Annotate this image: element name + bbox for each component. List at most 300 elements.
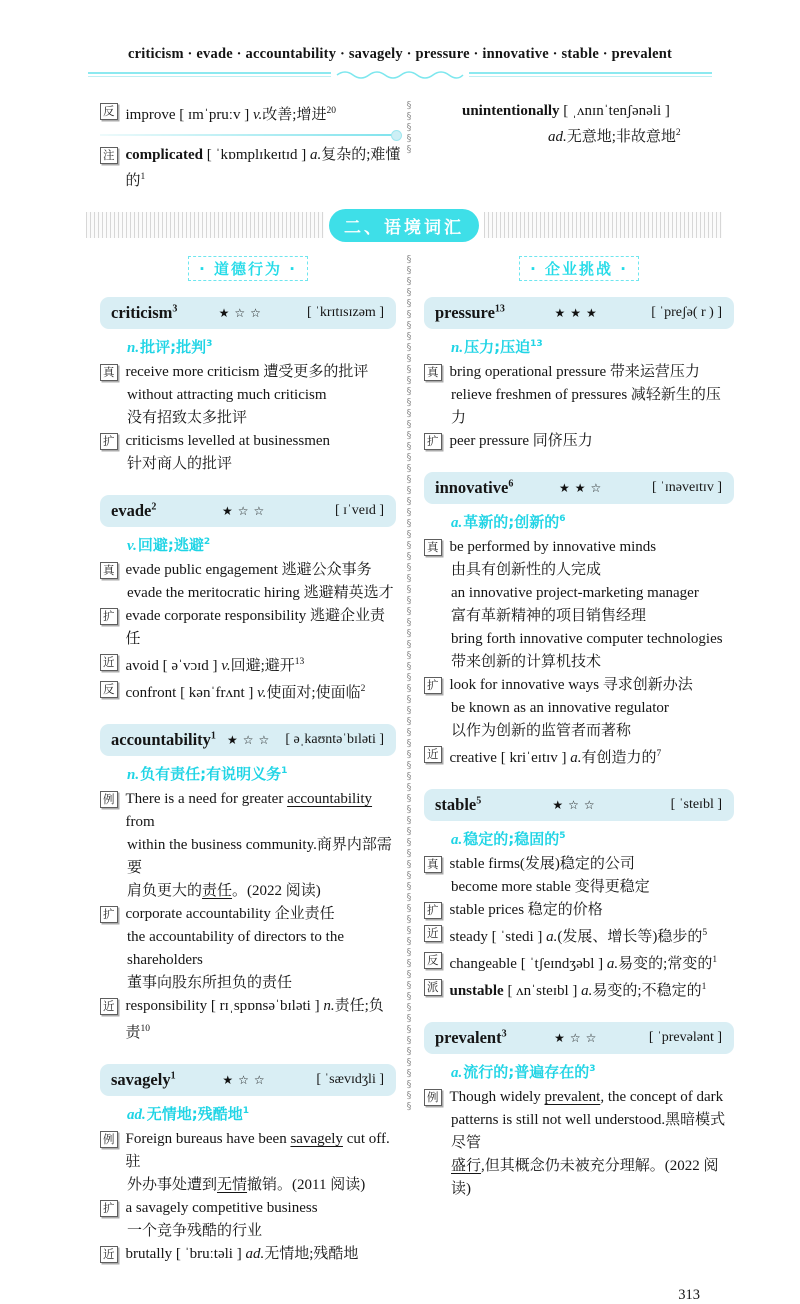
- definition-text: 负有责任;有说明义务: [140, 765, 282, 783]
- text-segment: 有创造力的: [581, 750, 657, 766]
- headword-text: innovative: [435, 478, 509, 497]
- divider-squiggle-glyph: §: [406, 496, 412, 507]
- divider-squiggle-glyph: §: [406, 914, 412, 925]
- divider-squiggle-glyph: §: [406, 859, 412, 870]
- phonetic: [ ˈsævɪdʒli ]: [316, 1072, 384, 1087]
- definition-text: 革新的;创新的: [463, 513, 560, 531]
- line-text: [450, 743, 735, 770]
- definition-text: 流行的;普遍存在的: [463, 1063, 590, 1081]
- entry-line: [100, 605, 396, 651]
- header-ornament-squiggle: [331, 68, 469, 87]
- text-segment: ,但其概念仍未被充分理解。(2022 阅读): [451, 1158, 719, 1197]
- headword: [435, 303, 505, 323]
- divider-squiggle-glyph: §: [406, 584, 412, 595]
- word-entry: [100, 724, 396, 1045]
- text-segment: responsibility [ rɪˌspɒnsəˈbɪləti ]: [125, 998, 324, 1014]
- definition-sup: 3: [206, 339, 213, 349]
- phonetic: [ ˈsteɪbl ]: [670, 797, 722, 812]
- text-segment: 1: [140, 172, 146, 182]
- word-band: [424, 1022, 734, 1054]
- divider-squiggle-glyph: §: [406, 892, 412, 903]
- entry-line: [462, 100, 730, 122]
- divider-line: [100, 134, 398, 136]
- line-tag-icon: 扩: [424, 433, 442, 450]
- text-segment: 由具有创新性的人完成: [451, 562, 602, 578]
- top-column-divider: [402, 100, 416, 192]
- entry-line: [100, 100, 402, 126]
- divider-squiggle-glyph: §: [406, 408, 412, 419]
- text-segment: a.: [581, 983, 593, 999]
- definition-line: [127, 1103, 396, 1124]
- text-segment: [ ˈkɒmplɪkeɪtɪd ]: [202, 147, 310, 163]
- divider-squiggle-glyph: §: [406, 342, 412, 353]
- entry-line: [424, 949, 734, 976]
- line-tag-icon: 例: [424, 1089, 442, 1106]
- divider-squiggle-glyph: §: [406, 639, 412, 650]
- divider-squiggle-glyph: §: [406, 969, 412, 980]
- text-segment: (发展、增长等)稳步的: [557, 929, 703, 945]
- section-banner-row: [86, 210, 722, 240]
- divider-squiggle-glyph: §: [406, 144, 412, 155]
- divider-squiggle-glyph: §: [406, 804, 412, 815]
- line-tag-icon: 例: [100, 1131, 118, 1148]
- entry-line: [100, 1220, 396, 1243]
- text-segment: n.: [323, 998, 335, 1014]
- main-column-divider: [402, 254, 416, 1285]
- line-tag-icon: 反: [100, 681, 118, 698]
- headword: [111, 1070, 176, 1090]
- divider-squiggle-glyph: §: [406, 848, 412, 859]
- headword-sup: 1: [210, 730, 216, 742]
- divider-squiggle-glyph: §: [406, 815, 412, 826]
- line-text: [450, 674, 735, 697]
- headword: [111, 730, 216, 750]
- divider-squiggle-glyph: §: [406, 364, 412, 375]
- line-tag-icon: 近: [100, 1246, 118, 1263]
- divider-squiggle-glyph: §: [406, 1002, 412, 1013]
- definition-text: 压力;压迫: [464, 338, 531, 356]
- entry-line: [424, 976, 734, 1003]
- text-segment: accountability: [287, 791, 373, 807]
- text-segment: a.: [570, 750, 582, 766]
- line-text: [127, 1174, 396, 1197]
- pos-label: a.: [451, 1065, 463, 1081]
- divider-squiggle-glyph: §: [406, 309, 412, 320]
- frequency-stars: ★★☆: [559, 481, 607, 495]
- entry-line: [100, 582, 396, 605]
- text-segment: avoid [ əˈvɔɪd ]: [125, 658, 222, 674]
- line-text: [450, 899, 735, 922]
- pos-label: n.: [451, 340, 464, 356]
- divider-squiggle-glyph: §: [406, 562, 412, 573]
- entry-line: [100, 453, 396, 476]
- word-band: [424, 789, 734, 821]
- text-segment: 无情: [217, 1177, 248, 1193]
- word-band: [100, 724, 396, 756]
- divider-squiggle-glyph: §: [406, 881, 412, 892]
- text-segment: 外办事处遭到: [127, 1177, 218, 1193]
- line-text: [451, 876, 734, 899]
- text-segment: without attracting much criticism: [127, 387, 327, 403]
- line-tag-icon: 真: [100, 562, 118, 579]
- divider-squiggle-glyph: §: [406, 826, 412, 837]
- category-row: [100, 256, 396, 281]
- text-segment: 2: [675, 128, 681, 138]
- definition-line: [127, 534, 396, 555]
- divider-squiggle-glyph: §: [406, 122, 412, 133]
- divider-squiggle-glyph: §: [406, 694, 412, 705]
- entry-line: [100, 144, 402, 192]
- headword-text: savagely: [111, 1070, 171, 1089]
- divider-squiggle-glyph: §: [406, 1013, 412, 1024]
- divider-squiggle-glyph: §: [406, 133, 412, 144]
- divider-squiggle-glyph: §: [406, 452, 412, 463]
- divider-squiggle-glyph: §: [406, 1101, 412, 1112]
- phonetic: [ ˈpreʃə( r ) ]: [651, 305, 722, 320]
- definition-sup: 2: [203, 537, 211, 547]
- text-segment: look for innovative ways 寻求创新办法: [449, 677, 693, 693]
- divider-squiggle-glyph: §: [406, 287, 412, 298]
- line-tag-icon: 扩: [100, 1200, 118, 1217]
- frequency-stars: ★☆☆: [552, 798, 600, 812]
- line-tag-icon: 反: [100, 103, 118, 120]
- line-text: [126, 995, 397, 1045]
- divider-squiggle-glyph: §: [406, 716, 412, 727]
- page-number: 313: [678, 1287, 700, 1303]
- definition-sup: 3: [589, 1064, 596, 1074]
- line-text: [126, 903, 397, 926]
- divider-squiggle-glyph: §: [406, 672, 412, 683]
- text-segment: 改善;增进: [262, 107, 327, 123]
- line-text: [450, 361, 735, 384]
- text-segment: a.: [546, 929, 558, 945]
- entry-line: [424, 674, 734, 697]
- text-segment: 撤销。(2011 阅读): [247, 1177, 366, 1193]
- divider-squiggle-glyph: §: [406, 749, 412, 760]
- line-text: [450, 853, 735, 876]
- text-segment: 易变的;不稳定的: [592, 983, 702, 999]
- line-text: [451, 697, 734, 720]
- header-word-list: criticism · evade · accountability · savagely · pressure · innovative · stable · prevalent: [127, 46, 672, 62]
- divider-squiggle-glyph: §: [406, 606, 412, 617]
- text-segment: Though widely: [449, 1089, 545, 1105]
- entry-line: [424, 720, 734, 743]
- text-segment: bring operational pressure 带来运营压力: [449, 364, 700, 380]
- text-segment: unstable: [449, 983, 504, 999]
- divider-squiggle-glyph: §: [406, 1035, 412, 1046]
- line-tag-icon: 例: [100, 791, 118, 808]
- text-segment: 20: [326, 106, 336, 116]
- entry-line: [424, 1109, 734, 1155]
- page-header: [0, 0, 800, 80]
- pos-label: n.: [127, 767, 140, 783]
- entry-line: [100, 926, 396, 972]
- banner-stripe-right: [484, 212, 722, 238]
- divider-squiggle-glyph: §: [406, 1046, 412, 1057]
- divider-squiggle-glyph: §: [406, 100, 412, 111]
- line-text: [127, 453, 396, 476]
- divider-squiggle-glyph: §: [406, 705, 412, 716]
- divider-squiggle-glyph: §: [406, 958, 412, 969]
- definition-text: 稳定的;稳固的: [463, 830, 560, 848]
- text-segment: 一个竞争残酷的行业: [127, 1223, 263, 1239]
- line-tag-icon: 注: [100, 147, 118, 164]
- definition-line: [127, 336, 396, 357]
- entry-line: [424, 697, 734, 720]
- entry-line: [424, 582, 734, 605]
- divider-squiggle-glyph: §: [406, 254, 412, 265]
- divider-squiggle-glyph: §: [406, 1024, 412, 1035]
- text-segment: improve [ ɪmˈpruːv ]: [125, 107, 253, 123]
- text-segment: complicated: [125, 147, 203, 163]
- vocab-columns: [0, 252, 800, 1285]
- text-segment: 13: [294, 657, 305, 667]
- definition-text: 无情地;残酷地: [146, 1105, 243, 1123]
- phonetic: [ ˈɪnəveɪtɪv ]: [652, 480, 722, 495]
- divider-squiggle-glyph: §: [406, 925, 412, 936]
- text-segment: changeable [ ˈtʃeɪndʒəbl ]: [449, 956, 607, 972]
- text-segment: v.: [257, 685, 267, 701]
- divider-squiggle-glyph: §: [406, 474, 412, 485]
- line-text: [126, 559, 397, 582]
- definition-sup: 5: [559, 831, 566, 841]
- line-text: [451, 720, 734, 743]
- entry-line: [424, 384, 734, 430]
- text-segment: 易变的;常变的: [618, 956, 713, 972]
- top-left-block: [100, 100, 402, 192]
- entry-line: [424, 853, 734, 876]
- divider-squiggle-glyph: §: [406, 727, 412, 738]
- divider-squiggle-glyph: §: [406, 782, 412, 793]
- text-segment: 无情地;残酷地: [264, 1246, 359, 1262]
- pos-label: a.: [451, 515, 463, 531]
- entry-line: [462, 122, 730, 148]
- pos-label: a.: [451, 832, 463, 848]
- entry-line: [424, 743, 734, 770]
- text-segment: the accountability of directors to the shareholders: [127, 929, 345, 968]
- headword-sup: 3: [172, 303, 178, 315]
- headword: [435, 478, 513, 498]
- pos-label: ad.: [127, 1107, 146, 1123]
- line-text: [127, 407, 396, 430]
- header-rule: [88, 72, 712, 80]
- divider-squiggle-glyph: §: [406, 419, 412, 430]
- line-text: [126, 144, 403, 192]
- pos-label: n.: [127, 340, 140, 356]
- definition-line: [451, 511, 734, 532]
- line-tag-icon: 近: [424, 746, 442, 763]
- divider-squiggle-glyph: §: [406, 771, 412, 782]
- line-text: [450, 536, 735, 559]
- line-text: [451, 1155, 734, 1201]
- text-segment: prevalent: [544, 1089, 601, 1105]
- line-text: [127, 1220, 396, 1243]
- text-segment: 10: [140, 1024, 151, 1034]
- line-text: [126, 100, 403, 126]
- text-segment: a.: [309, 147, 322, 163]
- frequency-stars: ★☆☆: [227, 733, 275, 747]
- entry-line: [100, 678, 396, 705]
- line-text: [126, 678, 397, 705]
- divider-squiggle-glyph: §: [406, 595, 412, 606]
- definition-text: 回避;逃避: [137, 536, 204, 554]
- entry-line: [100, 430, 396, 453]
- line-tag-icon: 反: [424, 952, 442, 969]
- divider-squiggle-glyph: §: [406, 1090, 412, 1101]
- text-segment: brutally [ ˈbruːtəli ]: [125, 1246, 246, 1262]
- entry-line: [424, 628, 734, 651]
- word-entry: [100, 495, 396, 705]
- entry-line: [100, 361, 396, 384]
- text-segment: 带来创新的计算机技术: [451, 654, 602, 670]
- line-tag-icon: 近: [100, 654, 118, 671]
- pos-label: v.: [127, 538, 137, 554]
- divider-squiggle-glyph: §: [406, 738, 412, 749]
- text-segment: 。(2022 阅读): [232, 883, 321, 899]
- section-banner: 二、语境词汇: [329, 209, 479, 242]
- line-text: [127, 384, 396, 407]
- word-entry: [424, 1022, 734, 1201]
- line-tag-icon: 扩: [424, 902, 442, 919]
- headword-sup: 2: [151, 501, 157, 513]
- entry-line: [100, 1243, 396, 1266]
- entry-line: [424, 536, 734, 559]
- entry-line: [424, 922, 734, 949]
- definition-line: [451, 1061, 734, 1082]
- line-text: [450, 1086, 735, 1109]
- text-segment: 7: [656, 749, 662, 759]
- text-segment: a savagely competitive business: [125, 1200, 318, 1216]
- text-segment: [ ˌʌnɪnˈtenʃənəli ]: [559, 103, 670, 119]
- line-text: [127, 880, 396, 903]
- line-text: [450, 430, 735, 453]
- divider-squiggle-glyph: §: [406, 265, 412, 276]
- text-segment: relieve freshmen of pressures 减轻新生的压力: [451, 387, 721, 426]
- divider-squiggle-glyph: §: [406, 947, 412, 958]
- text-segment: evade corporate responsibility 逃避企业责任: [125, 608, 386, 647]
- entry-line: [424, 651, 734, 674]
- text-segment: Foreign bureaus have been: [125, 1131, 291, 1147]
- divider-squiggle-glyph: §: [406, 386, 412, 397]
- text-segment: ad.: [245, 1246, 265, 1262]
- divider-squiggle-glyph: §: [406, 353, 412, 364]
- divider-squiggle-glyph: §: [406, 903, 412, 914]
- headword-text: evade: [111, 501, 152, 520]
- entry-line: [424, 605, 734, 628]
- word-band: [100, 297, 396, 329]
- line-text: [451, 651, 734, 674]
- divider-squiggle-glyph: §: [406, 980, 412, 991]
- text-segment: stable firms(发展)稳定的公司: [449, 856, 635, 872]
- text-segment: 回避;避开: [230, 658, 295, 674]
- text-segment: creative [ kriˈeɪtɪv ]: [449, 750, 571, 766]
- line-text: [126, 1243, 397, 1266]
- line-tag-icon: 真: [424, 539, 442, 556]
- line-text: [126, 788, 397, 834]
- headword: [435, 1028, 507, 1048]
- divider-squiggle-glyph: §: [406, 573, 412, 584]
- text-segment: 5: [702, 928, 708, 938]
- headword-text: stable: [435, 795, 477, 814]
- entry-line: [100, 1197, 396, 1220]
- headword-text: prevalent: [435, 1028, 502, 1047]
- line-tag-icon: 扩: [100, 906, 118, 923]
- text-segment: criticisms levelled at businessmen: [125, 433, 331, 449]
- top-review-section: [0, 80, 800, 192]
- divider-squiggle-glyph: §: [406, 375, 412, 386]
- line-text: [451, 628, 734, 651]
- line-text: [548, 122, 730, 148]
- divider-squiggle-glyph: §: [406, 507, 412, 518]
- headword-text: accountability: [111, 730, 211, 749]
- entry-line: [100, 1174, 396, 1197]
- divider-squiggle-glyph: §: [406, 529, 412, 540]
- banner-stripe-left: [86, 212, 324, 238]
- line-tag-icon: 扩: [100, 433, 118, 450]
- text-segment: v.: [221, 658, 231, 674]
- text-segment: an innovative project-marketing manager: [451, 585, 699, 601]
- divider-squiggle-glyph: §: [406, 650, 412, 661]
- entry-line: [100, 995, 396, 1045]
- line-tag-icon: 真: [424, 364, 442, 381]
- headword: [111, 303, 177, 323]
- headword-sup: 1: [170, 1070, 176, 1082]
- divider-squiggle-glyph: §: [406, 760, 412, 771]
- line-text: [451, 582, 734, 605]
- entry-line: [100, 880, 396, 903]
- text-segment: unintentionally: [462, 103, 560, 119]
- entry-line: [100, 384, 396, 407]
- word-band: [100, 495, 396, 527]
- definition-sup: 1: [281, 766, 288, 776]
- text-segment: [ ʌnˈsteɪbl ]: [503, 983, 582, 999]
- word-entry: [100, 297, 396, 476]
- divider-squiggle-glyph: §: [406, 793, 412, 804]
- text-segment: stable prices 稳定的价格: [449, 902, 603, 918]
- headword: [435, 795, 481, 815]
- word-band: [424, 472, 734, 504]
- divider-squiggle-glyph: §: [406, 298, 412, 309]
- text-segment: from: [125, 814, 155, 830]
- text-segment: 肩负更大的: [127, 883, 203, 899]
- headword-sup: 13: [494, 303, 505, 315]
- line-text: [450, 922, 735, 949]
- line-text: [127, 972, 396, 995]
- headword-text: criticism: [111, 303, 173, 322]
- divider-squiggle-glyph: §: [406, 661, 412, 672]
- definition-sup: 6: [559, 514, 566, 524]
- entry-line: [100, 903, 396, 926]
- divider-squiggle-glyph: §: [406, 397, 412, 408]
- line-text: [126, 1128, 397, 1174]
- headword-text: pressure: [435, 303, 495, 322]
- definition-line: [451, 828, 734, 849]
- text-segment: 1: [701, 982, 707, 992]
- text-segment: peer pressure 同侪压力: [449, 433, 593, 449]
- entry-line: [100, 972, 396, 995]
- divider-squiggle-glyph: §: [406, 1068, 412, 1079]
- divider-squiggle-glyph: §: [406, 628, 412, 639]
- text-segment: 使面对;使面临: [266, 685, 361, 701]
- line-tag-icon: 近: [100, 998, 118, 1015]
- frequency-stars: ★☆☆: [218, 306, 266, 320]
- text-segment: be performed by innovative minds: [449, 539, 657, 555]
- divider-squiggle-glyph: §: [406, 936, 412, 947]
- divider-squiggle-glyph: §: [406, 485, 412, 496]
- divider-squiggle-glyph: §: [406, 870, 412, 881]
- text-segment: ad.: [548, 129, 567, 145]
- entry-line: [424, 1155, 734, 1201]
